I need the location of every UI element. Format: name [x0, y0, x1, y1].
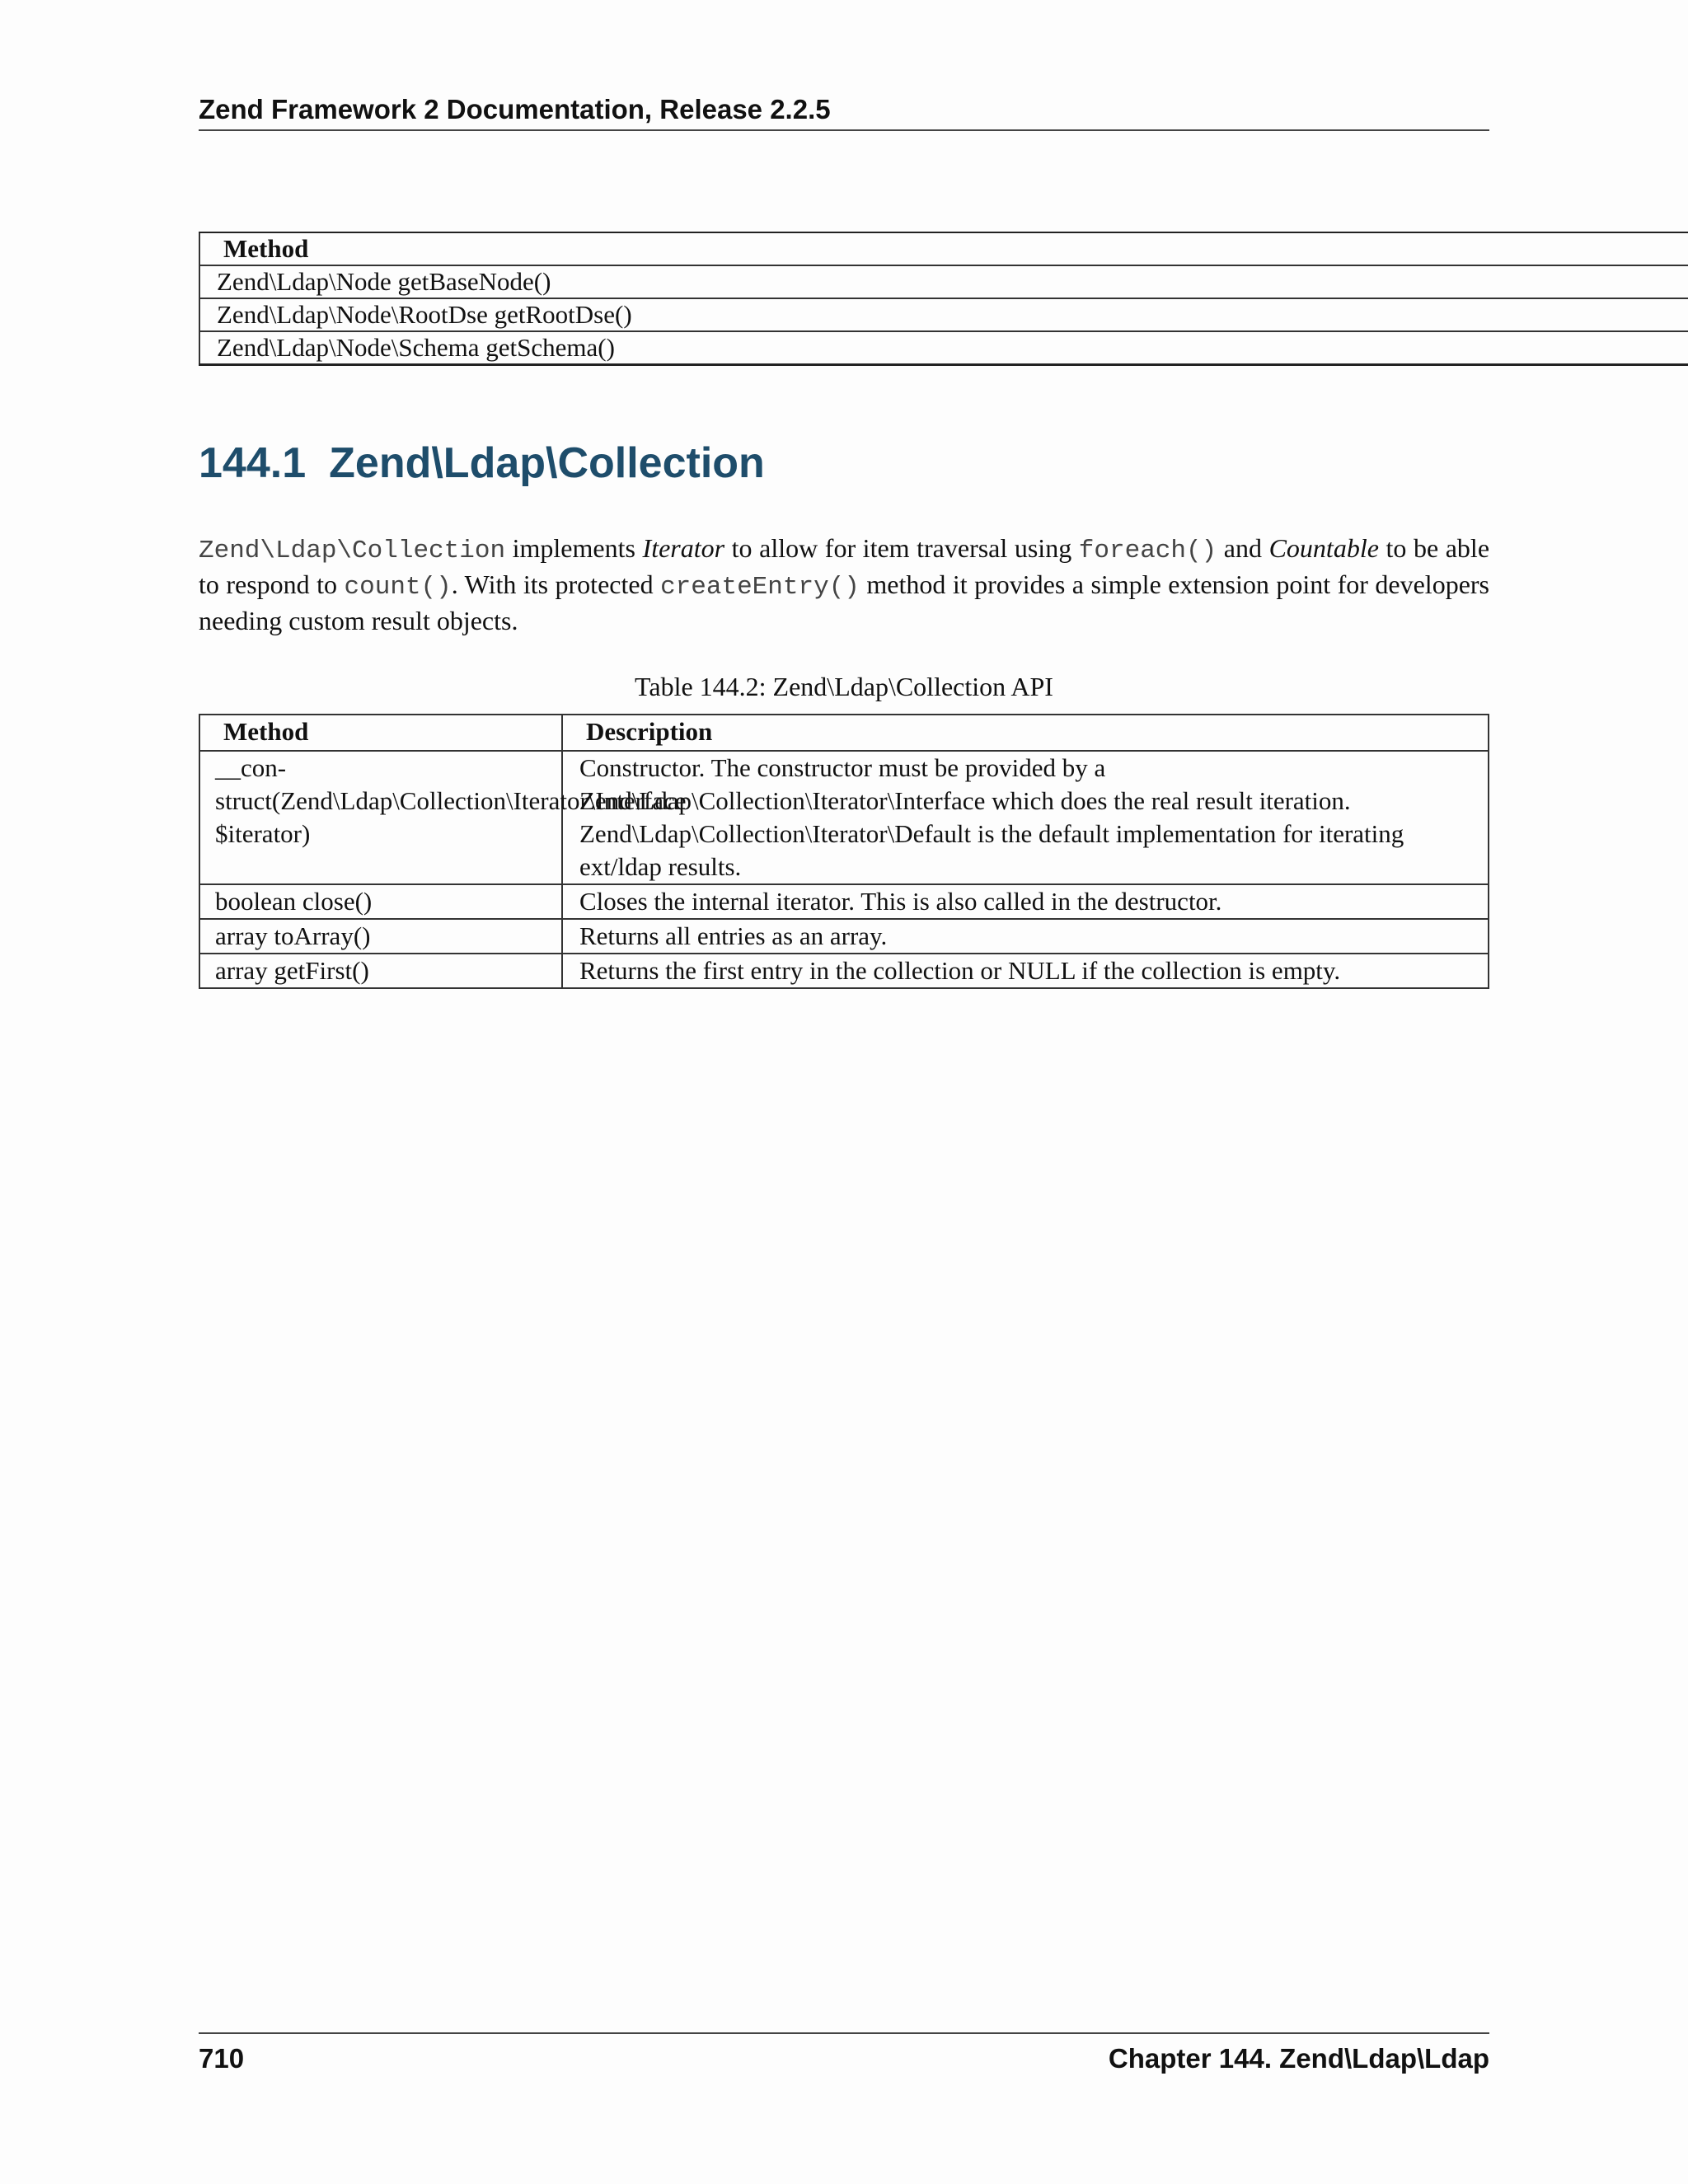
- description-cell: Constructor. The constructor must be provided by a Zend\Ldap\Collection\Iterator\Interface which does the real result iteration. Zend\Ldap\Collection\Iterator\Default is the default implementation for iterating ext/ldap results.: [562, 751, 1489, 884]
- table-cell: Zend\Ldap\Node\RootDse getRootDse(): [199, 298, 1688, 331]
- foreach-code: foreach(): [1078, 537, 1217, 565]
- countable-term: Countable: [1268, 533, 1379, 563]
- text-run: implements: [505, 533, 643, 563]
- section-number: 144.1: [199, 439, 307, 487]
- description-cell: Returns all entries as an array.: [562, 919, 1489, 954]
- table-row: [199, 884, 1489, 919]
- column-header-method: Method: [199, 232, 1688, 265]
- table-row: [199, 751, 1489, 884]
- table-row: [199, 954, 1489, 988]
- header-rule: [199, 129, 1489, 131]
- table-header-row: [199, 232, 1688, 265]
- description-cell: Closes the internal iterator. This is also called in the destructor.: [562, 884, 1489, 919]
- method-line: __con-: [215, 753, 287, 782]
- method-line: struct(Zend\Ldap\Collection\Iterator\Interface: [215, 786, 687, 815]
- collection-api-table: [199, 714, 1489, 989]
- description-cell: Returns the first entry in the collection or NULL if the collection is empty.: [562, 954, 1489, 988]
- page-number: 710: [199, 2043, 245, 2074]
- footer-rule: [199, 2032, 1489, 2034]
- table-row: [199, 298, 1688, 331]
- text-run: to be able to respond to: [199, 533, 1490, 599]
- method-cell: [199, 751, 687, 884]
- create-entry-code: createEntry(): [660, 573, 860, 602]
- method-cell: array toArray(): [199, 919, 562, 954]
- column-header-method: Method: [199, 715, 562, 751]
- table-cell: Zend\Ldap\Node\Schema getSchema(): [199, 331, 1688, 365]
- table-row: [199, 331, 1688, 365]
- section-heading: [199, 435, 765, 491]
- text-run: . With its protected: [451, 569, 661, 599]
- table-caption: Table 144.2: Zend\Ldap\Collection API: [635, 672, 1053, 701]
- count-code: count(): [344, 573, 452, 602]
- method-line: $iterator): [215, 819, 311, 848]
- intro-paragraph: [199, 532, 1489, 637]
- table-row: [199, 265, 1688, 298]
- text-run: to allow for item traversal using: [724, 533, 1079, 563]
- iterator-term: Iterator: [642, 533, 725, 563]
- class-name-code: Zend\Ldap\Collection: [199, 537, 506, 565]
- text-run: method it provides a simple extension point for developers needing custom result objects.: [199, 569, 1490, 635]
- text-run: and: [1217, 533, 1269, 563]
- method-cell: array getFirst(): [199, 954, 562, 988]
- table-header-row: [199, 715, 1489, 751]
- section-title: Zend\Ldap\Collection: [329, 439, 765, 487]
- column-header-description: Description: [562, 715, 1489, 751]
- table-row: [199, 919, 1489, 954]
- table-cell: Zend\Ldap\Node getBaseNode(): [199, 265, 1688, 298]
- method-cell: boolean close(): [199, 884, 562, 919]
- method-table-continued: [199, 232, 1688, 366]
- running-header: Zend Framework 2 Documentation, Release 2.2.5: [199, 94, 831, 124]
- footer-chapter-title: Chapter 144. Zend\Ldap\Ldap: [1108, 2043, 1489, 2074]
